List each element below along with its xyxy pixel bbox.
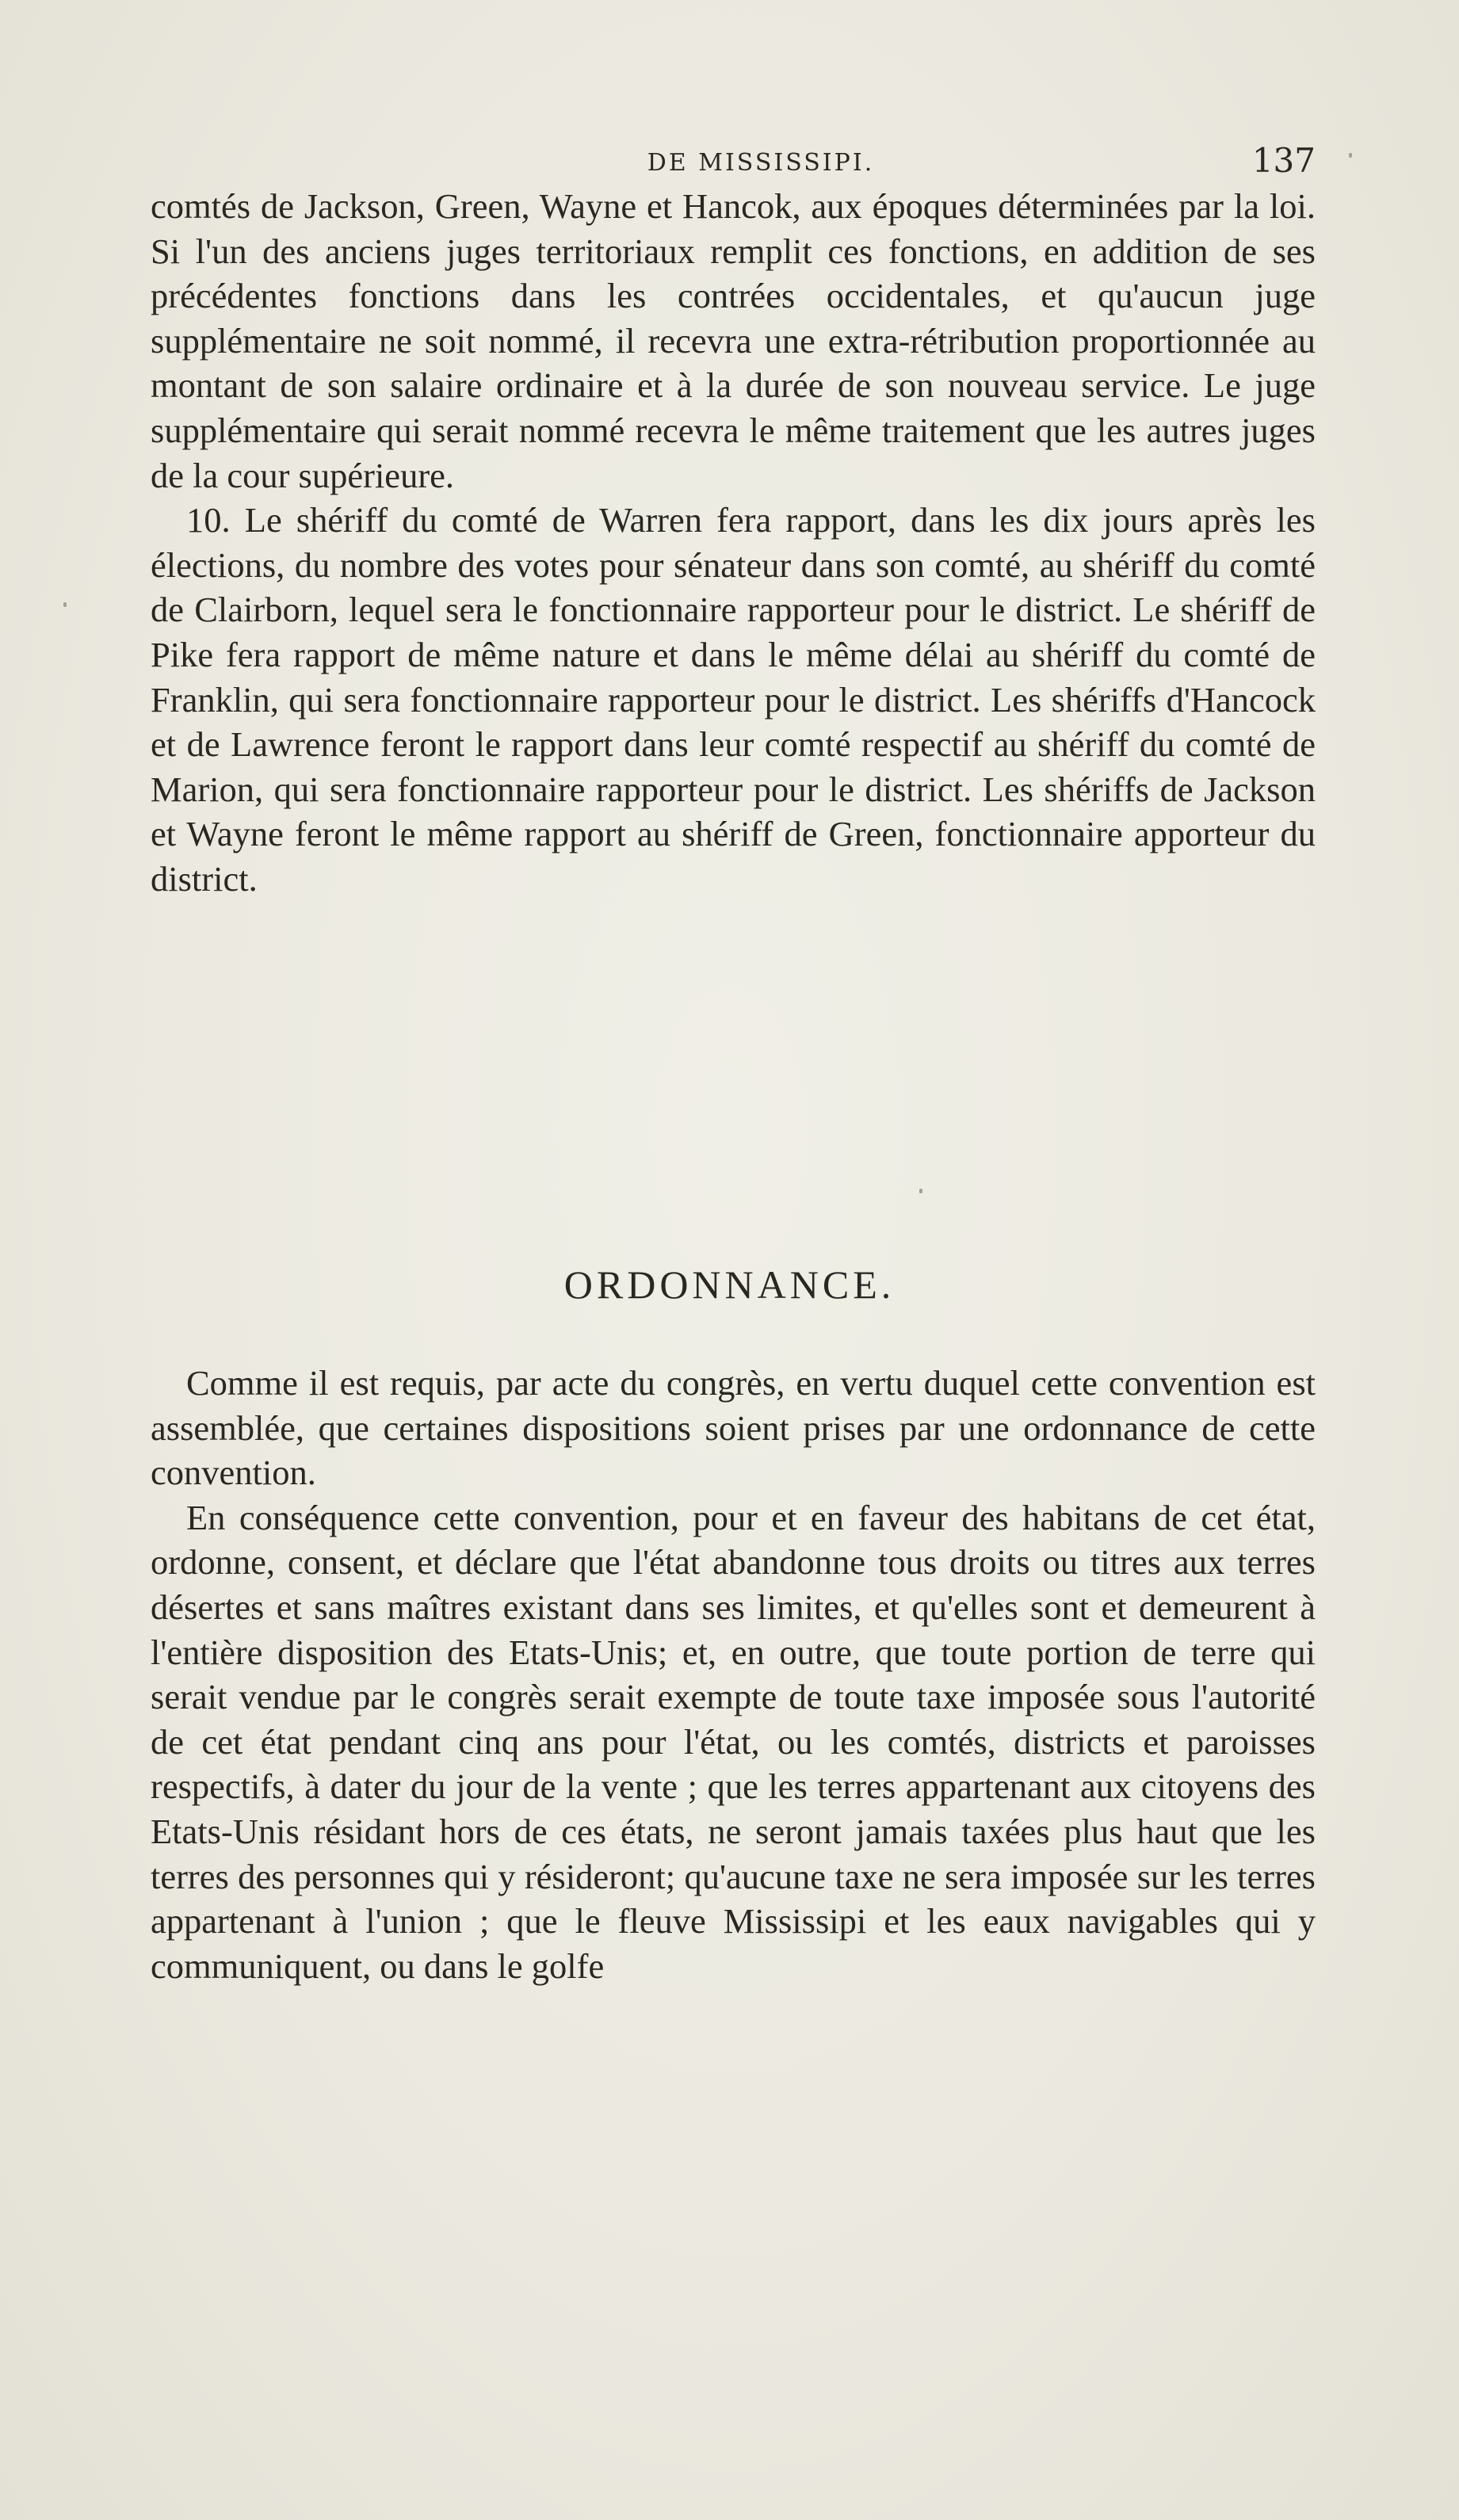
- ordonnance-text-block: [151, 1361, 1316, 1988]
- paper-speck: [1349, 153, 1352, 158]
- paper-speck: [63, 602, 67, 607]
- paper-speck: [919, 1189, 922, 1193]
- continuation-paragraph: comtés de Jackson, Green, Wayne et Hancok, aux époques déterminées par la loi. Si l'un des anciens juges territoriaux remplit ces fonctions, en addition de ses précédentes fonctions dans les contrées occidentales, et qu'aucun juge supplémentaire ne soit nommé, il recevra une extra-rétribution proportionnée au montant de son salaire ordinaire et à la durée de son nouveau service. Le juge supplémentaire qui serait nommé recevra le même traitement que les autres juges de la cour supérieure.: [151, 186, 1316, 495]
- page-number: 137: [1251, 141, 1316, 180]
- running-head: [198, 141, 1323, 189]
- running-title: DE MISSISSIPI.: [647, 149, 875, 177]
- ordonnance-paragraph-2: En conséquence cette convention, pour et en faveur des habitans de cet état, ordonne, consent, et déclare que l'état abandonne tous droits ou titres aux terres désertes et sans maîtres existant dans ses limites, et qu'elles sont et demeurent à l'entière disposition des Etats-Unis; et, en outre, que toute portion de terre qui serait vendue par le congrès serait exempte de toute taxe imposée sous l'autorité de cet état pendant cinq ans pour l'état, ou les comtés, districts et paroisses respectifs, à dater du jour de la vente ; que les terres appartenant aux citoyens des Etats-Unis résidant hors de ces états, ne seront jamais taxées plus haut que les terres des personnes qui y résideront; qu'aucune taxe ne sera imposée sur les terres appartenant à l'union ; que le fleuve Mississipi et les eaux navigables qui y communiquent, ou dans le golfe: [151, 1497, 1316, 1986]
- upper-text-block: [151, 184, 1316, 902]
- section-heading-ordonnance: ORDONNANCE.: [563, 1262, 896, 1307]
- article-10-paragraph: 10. Le shériff du comté de Warren fera rapport, dans les dix jours après les élections, du nombre des votes pour sénateur dans son comté, au shériff du comté de Clairborn, lequel sera le fonctionnaire rapporteur pour le district. Le shériff de Pike fera rapport de même nature et dans le même délai au shériff du comté de Franklin, qui sera fonctionnaire rapporteur pour le district. Les shériffs d'Hancock et de Lawrence feront le rapport dans leur comté respectif au shériff du comté de Marion, qui sera fonctionnaire rapporteur pour le district. Les shériffs de Jackson et Wayne feront le même rapport au shériff de Green, fonctionnaire apporteur du district.: [151, 500, 1316, 899]
- ordonnance-paragraph-1: Comme il est requis, par acte du congrès, en vertu duquel cette convention est assemblée, que certaines dispositions soient prises par une ordonnance de cette convention.: [151, 1363, 1316, 1493]
